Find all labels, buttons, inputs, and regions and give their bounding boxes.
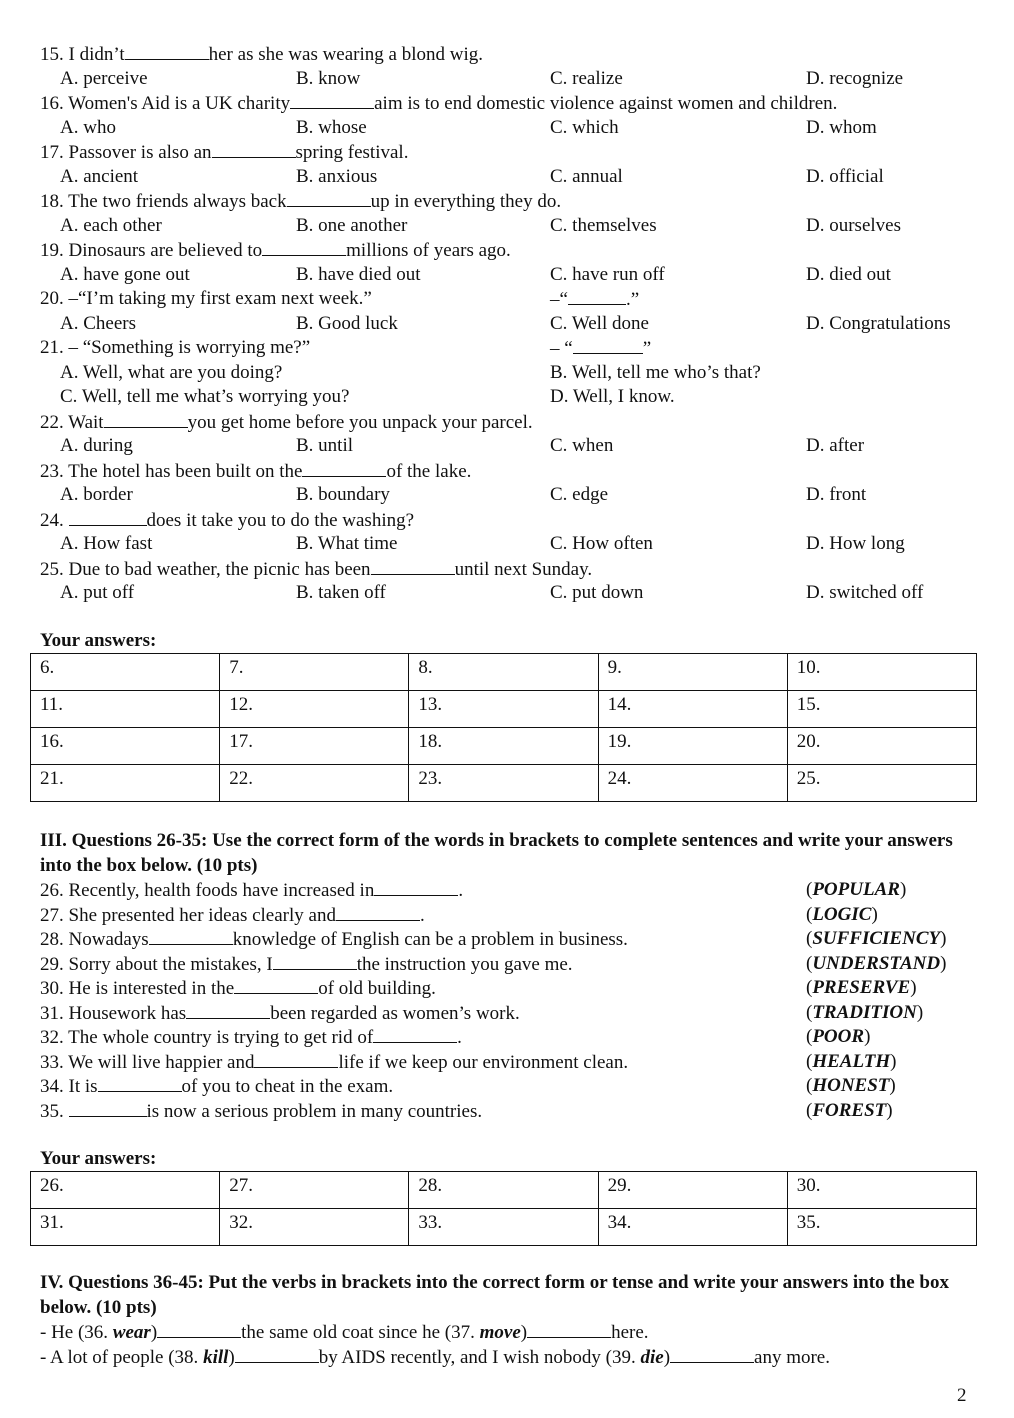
option-c: C. when xyxy=(550,435,614,456)
bracket-word: (POPULAR) xyxy=(806,879,907,900)
answer-cell[interactable]: 22. xyxy=(220,765,409,802)
answer-row xyxy=(31,654,977,691)
answer-cell[interactable]: 26. xyxy=(31,1172,220,1209)
answer-cell[interactable]: 16. xyxy=(31,728,220,765)
bracket-word: (UNDERSTAND) xyxy=(806,952,947,974)
bracket-word: (HONEST) xyxy=(806,1075,896,1096)
option-d: D. Well, I know. xyxy=(550,386,675,407)
option-c: C. edge xyxy=(550,484,609,505)
page-number: 2 xyxy=(957,1385,967,1406)
option-a: A. How fast xyxy=(60,533,153,554)
option-d: D. after xyxy=(806,435,865,456)
worksheet-page xyxy=(40,42,980,1368)
question-25 xyxy=(40,557,980,606)
question-stem: 25. Due to bad weather, the picnic has been until next Sunday. xyxy=(40,558,593,580)
answer-grid-6-25 xyxy=(30,653,977,802)
option-b: B. have died out xyxy=(296,263,421,285)
answer-cell[interactable]: 14. xyxy=(598,691,787,728)
answer-blank xyxy=(254,1050,338,1068)
answer-blank xyxy=(374,878,458,896)
answer-cell[interactable]: 21. xyxy=(31,765,220,802)
section-3-heading: III. Questions 26-35: Use the correct form of the words in brackets to complete sentences and write your answers into the box below. (10 pts) xyxy=(40,830,953,876)
option-c: C. put down xyxy=(550,582,644,603)
answer-row xyxy=(31,765,977,802)
answer-cell[interactable]: 32. xyxy=(220,1209,409,1246)
question-stem: 20. –“I’m taking my first exam next week.” xyxy=(40,288,372,309)
option-d: D. How long xyxy=(806,533,905,554)
answer-cell[interactable]: 18. xyxy=(409,728,598,765)
option-d: D. official xyxy=(806,165,884,187)
answer-blank xyxy=(212,140,296,158)
word-form-item: 29. Sorry about the mistakes, I the instruction you gave me. (UNDERSTAND) xyxy=(40,952,947,975)
answer-blank xyxy=(98,1074,182,1092)
answer-blank xyxy=(69,1099,147,1117)
answer-cell[interactable]: 25. xyxy=(787,765,976,802)
option-b: B. one another xyxy=(296,214,408,236)
bracket-word: (SUFFICIENCY) xyxy=(806,928,947,949)
question-stem: 18. The two friends always back up in everything they do. xyxy=(40,191,562,212)
question-22 xyxy=(40,410,980,459)
option-a: A. border xyxy=(60,484,133,505)
question-16 xyxy=(40,91,980,140)
answer-cell[interactable]: 33. xyxy=(409,1209,598,1246)
answer-cell[interactable]: 31. xyxy=(31,1209,220,1246)
answer-grid-26-35 xyxy=(30,1171,977,1246)
option-a: A. ancient xyxy=(60,165,139,187)
question-block-22-25 xyxy=(40,410,980,606)
question-18 xyxy=(40,189,980,238)
option-c: C. How often xyxy=(550,533,653,554)
option-d: D. recognize xyxy=(806,67,904,89)
answer-cell[interactable]: 10. xyxy=(787,654,976,691)
option-c: C. have run off xyxy=(550,263,665,285)
question-block-15-20 xyxy=(40,42,980,336)
answer-row xyxy=(31,691,977,728)
question-19 xyxy=(40,238,980,287)
option-a: A. each other xyxy=(60,214,162,236)
question-stem: 16. Women's Aid is a UK charity aim is to end domestic violence against women and children. xyxy=(40,93,838,114)
answer-blank xyxy=(234,976,318,994)
option-b: B. anxious xyxy=(296,165,378,187)
answer-blank xyxy=(373,1025,457,1043)
bracket-word: (TRADITION) xyxy=(806,1001,924,1023)
question-21 xyxy=(40,336,980,410)
word-form-item: 35. is now a serious problem in many countries. (FOREST) xyxy=(40,1099,893,1122)
answer-cell[interactable]: 17. xyxy=(220,728,409,765)
answer-blank xyxy=(262,238,346,256)
option-d: D. whom xyxy=(806,116,877,138)
option-c: C. annual xyxy=(550,165,623,187)
option-a: A. during xyxy=(60,435,133,456)
question-20 xyxy=(40,287,980,336)
option-c: C. realize xyxy=(550,67,623,89)
answer-blank xyxy=(273,952,357,970)
answer-row xyxy=(31,1209,977,1246)
question-stem: 17. Passover is also an spring festival. xyxy=(40,142,409,163)
answer-cell[interactable]: 19. xyxy=(598,728,787,765)
word-form-item: 27. She presented her ideas clearly and . (LOGIC) xyxy=(40,903,878,926)
answer-blank xyxy=(336,903,420,921)
answer-cell[interactable]: 29. xyxy=(598,1172,787,1209)
option-d: D. ourselves xyxy=(806,214,901,236)
question-17 xyxy=(40,140,980,189)
option-a: A. Well, what are you doing? xyxy=(60,361,283,383)
word-form-questions xyxy=(40,878,980,1123)
bracket-word: (PRESERVE) xyxy=(806,977,917,998)
word-form-item: 26. Recently, health foods have increased in . (POPULAR) xyxy=(40,879,907,901)
answer-cell[interactable]: 34. xyxy=(598,1209,787,1246)
answer-blank xyxy=(371,557,455,575)
answer-cell[interactable]: 12. xyxy=(220,691,409,728)
question-stem: 15. I didn’t her as she was wearing a blond wig. xyxy=(40,44,483,65)
word-form-item: 30. He is interested in the of old building. (PRESERVE) xyxy=(40,977,917,999)
question-stem: 19. Dinosaurs are believed to millions of years ago. xyxy=(40,240,511,261)
word-form-item: 31. Housework has been regarded as women’s work. (TRADITION) xyxy=(40,1001,924,1024)
verb-line-1: - He (36. wear) the same old coat since he (37. move) here. xyxy=(40,1322,649,1343)
answer-cell[interactable]: 11. xyxy=(31,691,220,728)
answer-cell[interactable]: 7. xyxy=(220,654,409,691)
answer-blank xyxy=(149,927,233,945)
bracket-word: (HEALTH) xyxy=(806,1050,897,1072)
answer-cell[interactable]: 35. xyxy=(787,1209,976,1246)
answer-cell[interactable]: 24. xyxy=(598,765,787,802)
answer-cell[interactable]: 13. xyxy=(409,691,598,728)
question-stem: 23. The hotel has been built on the of the lake. xyxy=(40,460,472,482)
question-stem: 24. does it take you to do the washing? xyxy=(40,509,415,531)
bracket-word: (LOGIC) xyxy=(806,903,878,925)
option-a: A. who xyxy=(60,116,116,138)
option-c: C. which xyxy=(550,116,619,138)
option-b: B. taken off xyxy=(296,582,386,603)
reply-blank: – “ ” xyxy=(550,338,652,359)
answer-cell[interactable]: 15. xyxy=(787,691,976,728)
word-form-item: 32. The whole country is trying to get rid of . (POOR) xyxy=(40,1026,871,1048)
option-b: B. know xyxy=(296,67,361,89)
verb-line-2: - A lot of people (38. kill) by AIDS recently, and I wish nobody (39. die) any more. xyxy=(40,1346,830,1368)
option-a: A. put off xyxy=(60,582,135,603)
option-b: B. boundary xyxy=(296,484,390,505)
answer-row xyxy=(31,1172,977,1209)
answer-cell[interactable]: 28. xyxy=(409,1172,598,1209)
answer-blank xyxy=(290,91,374,109)
word-form-item: 33. We will live happier and life if we keep our environment clean. (HEALTH) xyxy=(40,1050,897,1073)
option-d: D. Congratulations xyxy=(806,312,951,334)
option-c: C. Well, tell me what’s worrying you? xyxy=(60,386,350,407)
answer-cell[interactable]: 27. xyxy=(220,1172,409,1209)
question-23 xyxy=(40,459,980,508)
option-b: B. until xyxy=(296,435,354,456)
reply-blank: –“ .” xyxy=(550,289,640,310)
answer-blank xyxy=(125,42,209,60)
answer-cell[interactable]: 20. xyxy=(787,728,976,765)
question-15 xyxy=(40,42,980,91)
option-a: A. Cheers xyxy=(60,312,136,334)
option-d: D. front xyxy=(806,484,867,505)
option-b: B. whose xyxy=(296,116,367,138)
option-b: B. Good luck xyxy=(296,312,398,334)
question-stem: 22. Wait you get home before you unpack your parcel. xyxy=(40,411,533,433)
answer-cell[interactable]: 8. xyxy=(409,654,598,691)
answer-blank xyxy=(287,189,371,207)
option-c: C. Well done xyxy=(550,312,649,334)
answer-blank xyxy=(302,459,386,477)
answer-cell[interactable]: 30. xyxy=(787,1172,976,1209)
option-c: C. themselves xyxy=(550,214,657,236)
answer-cell[interactable]: 23. xyxy=(409,765,598,802)
option-d: D. died out xyxy=(806,263,891,285)
answer-blank xyxy=(104,410,188,428)
bracket-word: (FOREST) xyxy=(806,1099,893,1121)
answer-cell[interactable]: 6. xyxy=(31,654,220,691)
answer-row xyxy=(31,728,977,765)
word-form-item: 34. It is of you to cheat in the exam. (HONEST) xyxy=(40,1075,896,1097)
section-4-heading: IV. Questions 36-45: Put the verbs in brackets into the correct form or tense and write your answers into the box below. (10 pts) xyxy=(40,1272,949,1318)
answers-label-2: Your answers: xyxy=(40,1148,157,1169)
bracket-word: (POOR) xyxy=(806,1026,871,1047)
option-b: B. What time xyxy=(296,533,398,554)
question-stem: 21. – “Something is worrying me?” xyxy=(40,337,311,358)
option-a: A. have gone out xyxy=(60,263,190,285)
answer-blank xyxy=(69,508,147,526)
question-24 xyxy=(40,508,980,557)
option-d: D. switched off xyxy=(806,582,924,603)
word-form-item: 28. Nowadays knowledge of English can be a problem in business. (SUFFICIENCY) xyxy=(40,928,947,950)
answer-cell[interactable]: 9. xyxy=(598,654,787,691)
answers-label: Your answers: xyxy=(40,630,157,651)
answer-blank xyxy=(186,1001,270,1019)
option-a: A. perceive xyxy=(60,67,148,89)
option-b: B. Well, tell me who’s that? xyxy=(550,361,761,383)
